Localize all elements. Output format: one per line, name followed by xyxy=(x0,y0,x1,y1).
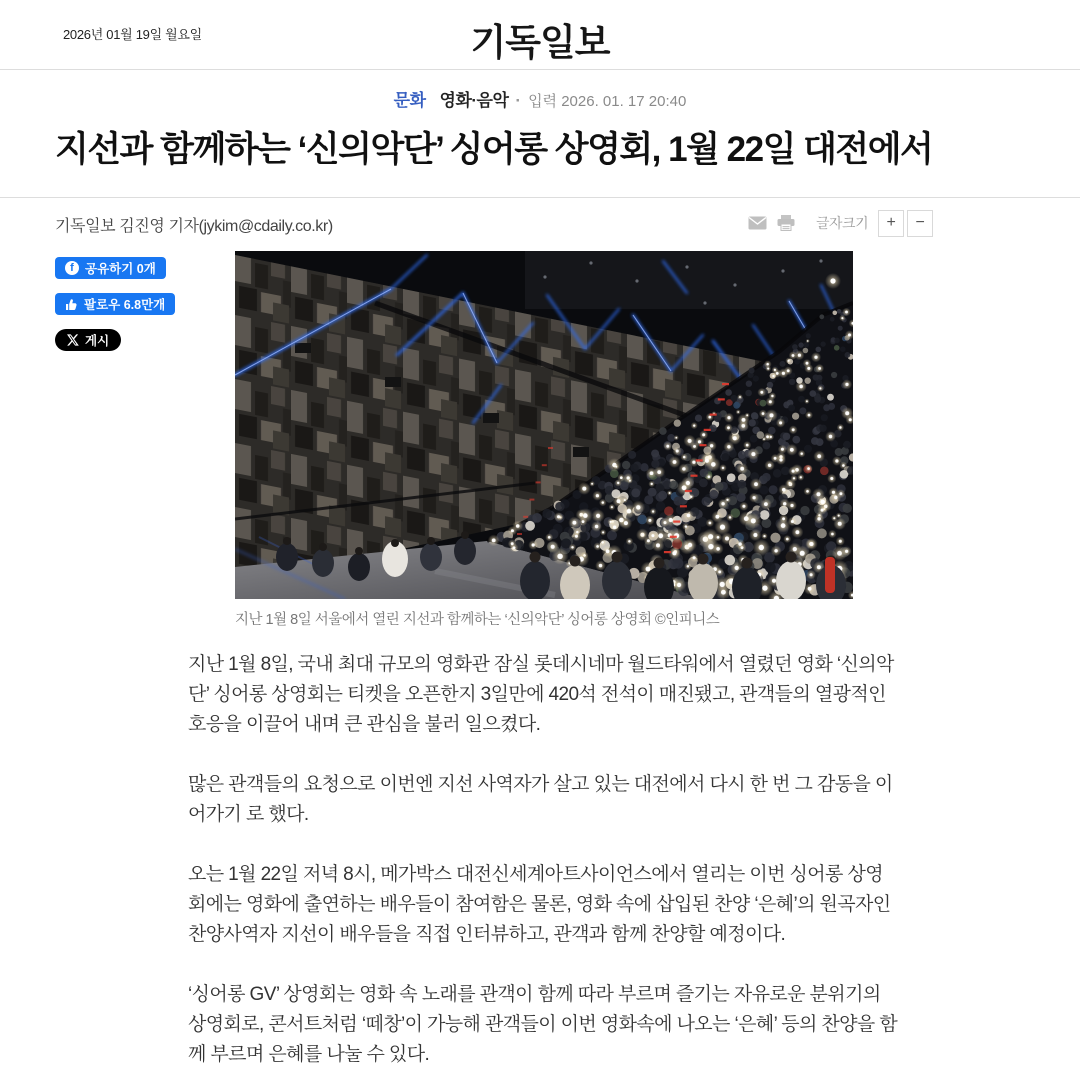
font-size-label: 글자크기 xyxy=(816,215,869,231)
body-paragraph-4: ‘싱어롱 GV’ 상영회는 영화 속 노래를 관객이 함께 따라 부르며 즐기는 자유로운 분위기의 상영회로, 콘서트처럼 ‘떼창’이 가능해 관객들이 이번 영화속에 나오는 ‘은혜’ 등의 찬양을 함께 부르며 은혜를 나눌 수 있다. xyxy=(188,984,898,1065)
article-content xyxy=(188,251,900,1080)
masthead-date: 2026년 01월 19일 월요일 xyxy=(63,27,202,42)
photo-caption: 지난 1월 8일 서울에서 열린 지선과 함께하는 ‘신의악단’ 싱어롱 상영회 ©인피니스 xyxy=(235,612,720,628)
subcategory-link[interactable]: 영화·음악 xyxy=(439,91,509,110)
facebook-follow-button[interactable] xyxy=(55,293,175,315)
masthead xyxy=(0,0,1080,70)
x-post-button[interactable] xyxy=(55,329,121,351)
article-photo xyxy=(235,251,853,599)
thumbs-up-icon xyxy=(65,298,78,311)
body-paragraph-1: 지난 1월 8일, 국내 최대 규모의 영화관 잠실 롯데시네마 월드타워에서 열렸던 영화 ‘신의악단’ 싱어롱 상영회는 티켓을 오픈한지 3일만에 420석 전석이 매진됐고, 관객들의 열광적인 호응을 이끌어 내며 큰 관심을 불러 일으켰다. xyxy=(188,654,894,735)
facebook-icon: f xyxy=(65,261,79,275)
published-time: 입력 2026. 01. 17 20:40 xyxy=(528,93,687,110)
facebook-follow-label: 팔로우 6.8만개 xyxy=(84,298,166,312)
font-size-decrease-button[interactable]: − xyxy=(907,210,933,237)
facebook-share-label: 공유하기 0개 xyxy=(85,262,156,276)
facebook-share-button[interactable] xyxy=(55,257,166,279)
social-share-stack xyxy=(55,257,175,351)
article-toolbar xyxy=(746,209,933,237)
masthead-logo[interactable]: 기독일보 xyxy=(470,22,610,63)
category-link[interactable]: 문화 xyxy=(393,91,426,110)
x-logo-icon xyxy=(67,334,79,346)
headline-divider xyxy=(0,197,1080,198)
article-body xyxy=(188,650,900,1070)
article-figure xyxy=(188,251,900,629)
meta-separator: · xyxy=(515,91,522,110)
article-headline: 지선과 함께하는 ‘신의악단’ 싱어롱 상영회, 1월 22일 대전에서 xyxy=(55,130,933,169)
email-icon[interactable] xyxy=(746,212,768,234)
article-meta-line xyxy=(0,86,1080,111)
byline: 기독일보 김진영 기자(jykim@cdaily.co.kr) xyxy=(55,218,333,235)
x-post-label: 게시 xyxy=(85,334,110,348)
font-size-increase-button[interactable]: + xyxy=(878,210,904,237)
body-paragraph-3: 오는 1월 22일 저녁 8시, 메가박스 대전신세계아트사이언스에서 열리는 이번 싱어롱 상영회에는 영화에 출연하는 배우들이 참여함은 물론, 영화 속에 삽입된 찬양 ‘은혜’의 원곡자인 찬양사역자 지선이 배우들을 직접 인터뷰하고, 관객과 함께 찬양할 예정이다. xyxy=(188,864,891,945)
print-icon[interactable] xyxy=(775,212,797,234)
body-paragraph-2: 많은 관객들의 요청으로 이번엔 지선 사역자가 살고 있는 대전에서 다시 한 번 그 감동을 이어가기 로 했다. xyxy=(188,774,893,825)
